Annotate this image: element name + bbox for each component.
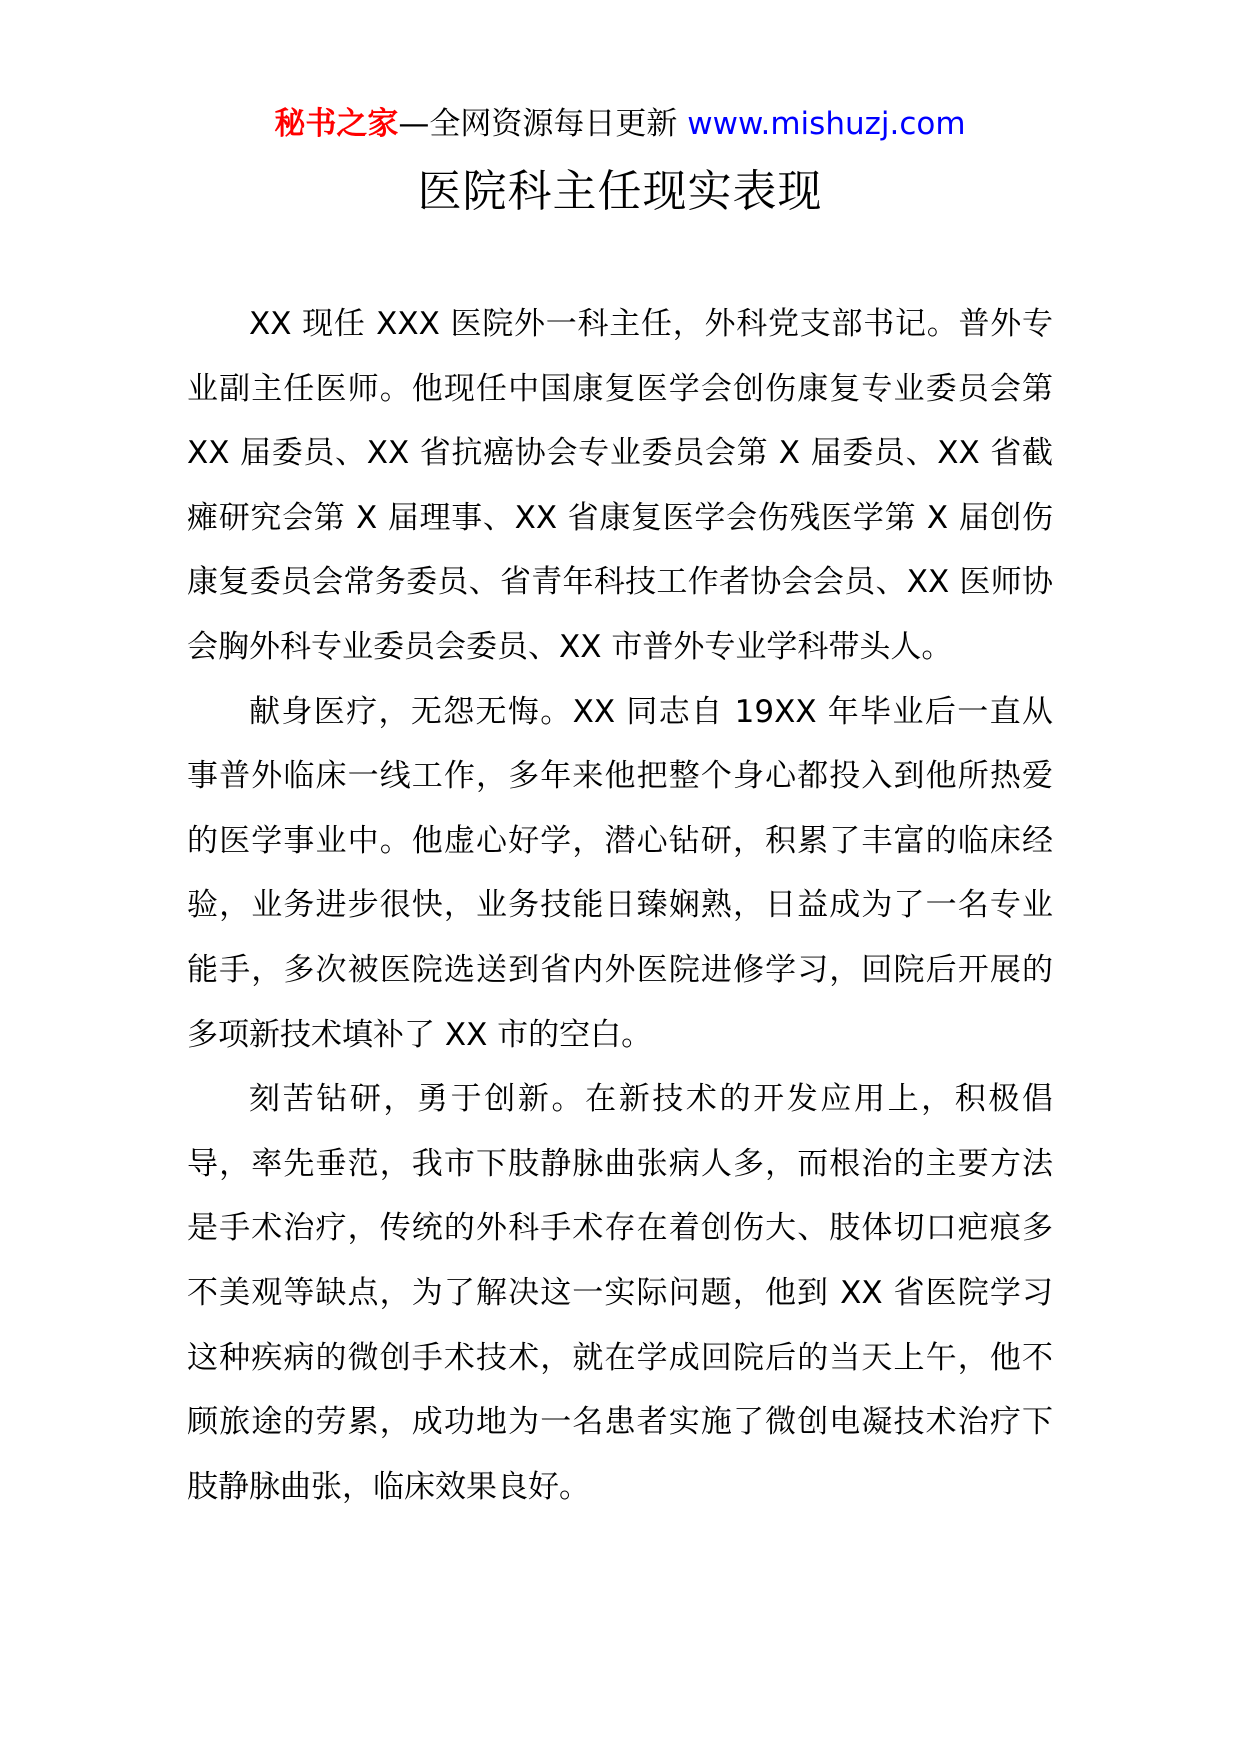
site-header: [0, 100, 1240, 148]
document-body: [187, 292, 1053, 1519]
document-title: 医院科主任现实表现: [417, 166, 823, 217]
brand-name: 秘书之家: [274, 106, 399, 142]
site-url-link[interactable]: www.mishuzj.com: [687, 106, 966, 142]
paragraph-innovation: 刻苦钻研，勇于创新。在新技术的开发应用上，积极倡导，率先垂范，我市下肢静脉曲张病人多，而根治的主要方法是手术治疗，传统的外科手术存在着创伤大、肢体切口疤痕多不美观等缺点，为了解决这一实际问题，他到 XX 省医院学习这种疾病的微创手术技术，就在学成回院后的当天上午，他不顾旅途的劳累，成功地为一名患者实施了微创电凝技术治疗下肢静脉曲张，临床效果良好。: [187, 1081, 1053, 1505]
paragraph-profile: XX 现任 XXX 医院外一科主任，外科党支部书记。普外专业副主任医师。他现任中国康复医学会创伤康复专业委员会第 XX 届委员、XX 省抗癌协会专业委员会第 X 届委员、XX 省截瘫研究会第 X 届理事、XX 省康复医学会伤残医学第 X 届创伤康复委员会常务委员、省青年科技工作者协会会员、XX 医师协会胸外科专业委员会委员、XX 市普外专业学科带头人。: [187, 306, 1053, 665]
header-tagline: —全网资源每日更新: [398, 106, 688, 142]
paragraph-dedication: 献身医疗，无怨无悔。XX 同志自 19XX 年毕业后一直从事普外临床一线工作，多年来他把整个身心都投入到他所热爱的医学事业中。他虚心好学，潜心钻研，积累了丰富的临床经验，业务进步很快，业务技能日臻娴熟，日益成为了一名专业能手，多次被医院选送到省内外医院进修学习，回院后开展的多项新技术填补了 XX 市的空白。: [187, 693, 1053, 1053]
